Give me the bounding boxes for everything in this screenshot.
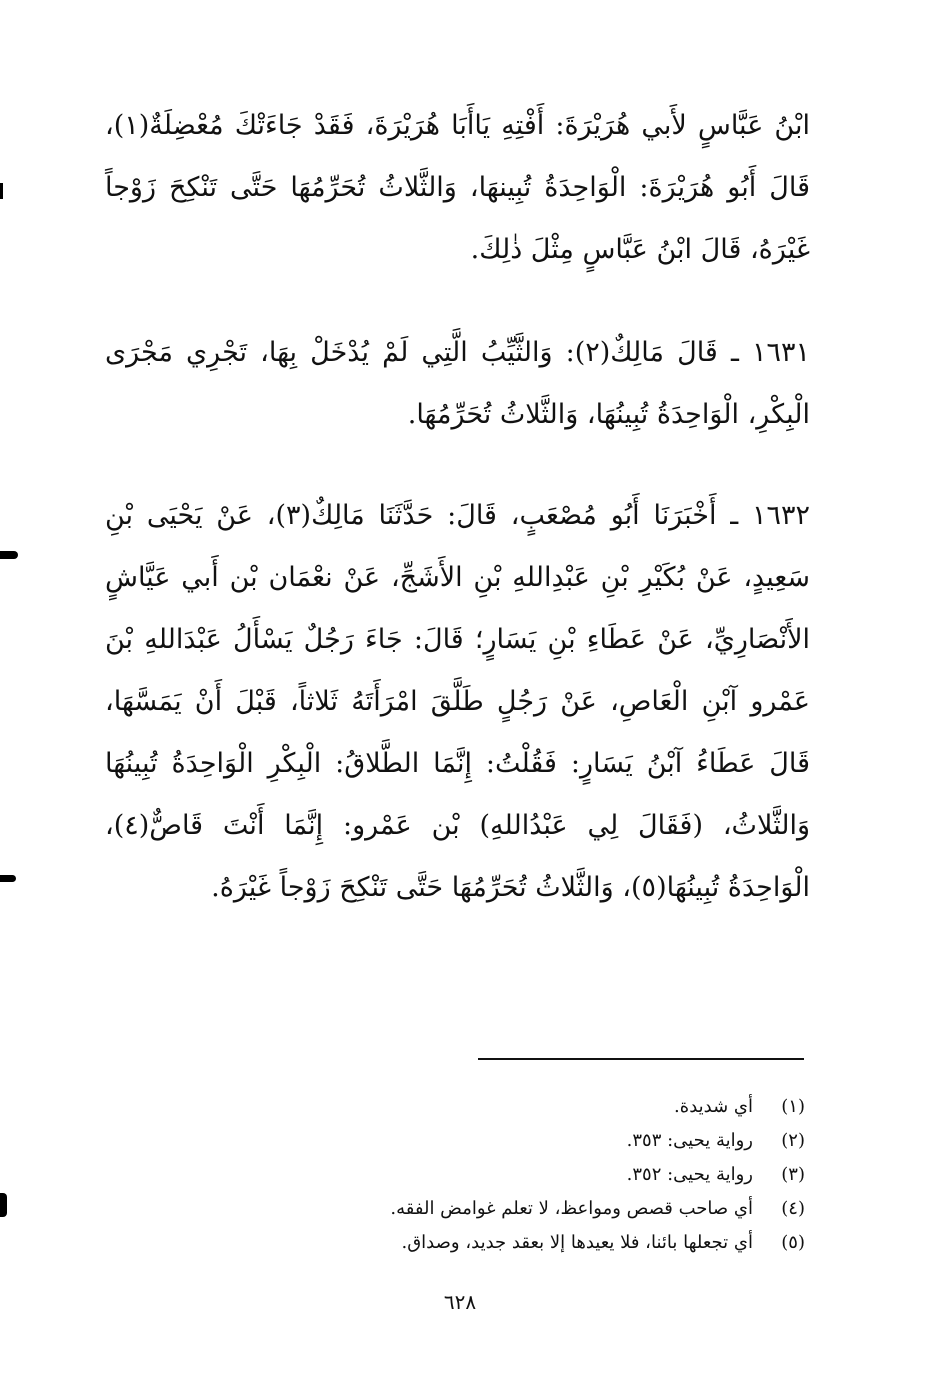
footnote-number: (١) [781, 1096, 805, 1117]
footnote-number: (٢) [781, 1130, 805, 1151]
footnote-text: رواية يحيى: ٣٥٣. [626, 1130, 753, 1151]
footnote-divider [478, 1058, 804, 1060]
footnote-text: أي شديدة. [674, 1096, 753, 1117]
page-number: ٦٢٨ [443, 1290, 477, 1314]
paragraph-1631: ١٦٣١ ـ قَالَ مَالِكٌ(٢): وَالثَّيِّبُ الَّتِي لَمْ يُدْخَلْ بِهَا، تَجْرِي مَجْرَى الْبِكْرِ، الْوَاحِدَةُ تُبِينُهَا، وَالثَّلاثُ تُحَرِّمُهَا. [105, 337, 810, 430]
footnote-item [250, 1192, 805, 1226]
scan-edge-mark [0, 875, 16, 882]
footnote-text: أي صاحب قصص ومواعظ، لا تعلم غوامض الفقه. [390, 1198, 753, 1219]
footnote-text: أي تجعلها بائنا، فلا يعيدها إلا بعقد جديد، وصداق. [401, 1232, 753, 1253]
footnote-item [250, 1124, 805, 1158]
scan-edge-mark [0, 183, 3, 199]
footnote-item [250, 1226, 805, 1260]
footnote-number: (٣) [781, 1164, 805, 1185]
paragraph-1632: ١٦٣٢ ـ أَخْبَرَنَا أَبُو مُصْعَبٍ، قَالَ: حَدَّثَنَا مَالِكٌ(٣)، عَنْ يَحْيَى بْنِ سَعِيدٍ، عَنْ بُكَيْرِ بْنِ عَبْدِاللهِ بْنِ الأَشَجِّ، عَنْ نعْمَان بْن أَبي عَيَّاشٍ الأَنْصَارِيِّ، عَنْ عَطَاءِ بْنِ يَسَارٍ؛ قَالَ: جَاءَ رَجُلٌ يَسْأَلُ عَبْدَاللهِ بْنَ عَمْرو آبْنِ الْعَاصِ، عَنْ رَجُلٍ طَلَّقَ امْرَأَتَهُ ثَلاثاً، قَبْلَ أَنْ يَمَسَّهَا، قَالَ عَطَاءُ آبْنُ يَسَارٍ: فَقُلْتُ: إِنَّمَا الطَّلاقُ: الْبِكْرِ الْوَاحِدَةُ تُبِينُهَا وَالثَّلاثُ، (فَقَالَ لِي عَبْدُاللهِ) بْن عَمْرو: إِنَّمَا أَنْتَ قَاصٌّ(٤)، الْوَاحِدَةُ تُبِينُهَا(٥)، وَالثَّلاثُ تُحَرِّمُهَا حَتَّى تَنْكِحَ زَوْجاً غَيْرَهُ. [105, 500, 810, 903]
footnote-number: (٤) [781, 1198, 805, 1219]
scan-edge-mark [0, 551, 18, 559]
paragraph-continuation: ابْنُ عَبَّاسٍ لأَبي هُرَيْرَةَ: أَفْتِهِ يَاأَبَا هُرَيْرَةَ، فَقَدْ جَاءَتْكَ مُعْضِلَةٌ(١)، قَالَ أَبُو هُرَيْرَةَ: الْوَاحِدَةُ تُبِينهَا، وَالثَّلاثُ تُحَرِّمُهَا حَتَّى تَنْكِحَ زَوْجاً غَيْرَهُ، قَالَ ابْنُ عَبَّاسٍ مِثْلَ ذٰلِكَ. [105, 110, 810, 265]
footnotes-list [250, 1090, 805, 1260]
scan-edge-mark [0, 1193, 7, 1217]
footnote-text: رواية يحيى: ٣٥٢. [626, 1164, 753, 1185]
footnote-item [250, 1158, 805, 1192]
footnote-number: (٥) [781, 1232, 805, 1253]
footnote-item [250, 1090, 805, 1124]
